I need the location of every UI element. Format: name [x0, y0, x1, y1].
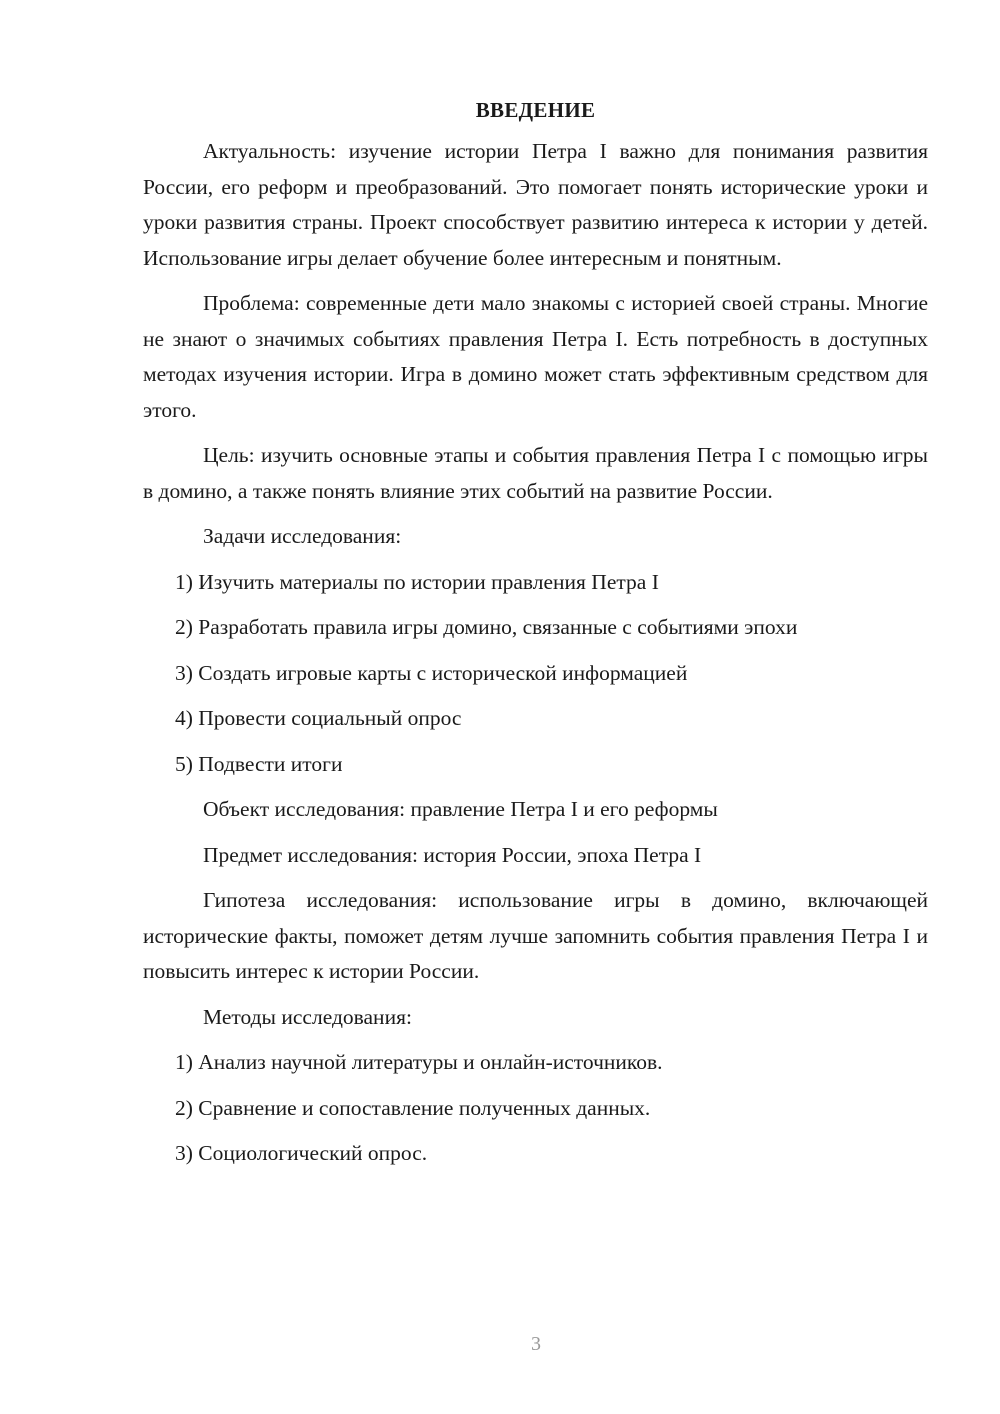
task-item-2: 2) Разработать правила игры домино, связанные с событиями эпохи: [175, 615, 798, 639]
methods-heading: Методы исследования:: [203, 1004, 412, 1029]
research-subject: Предмет исследования: история России, эпоха Петра I: [203, 842, 702, 867]
method-item-1: 1) Анализ научной литературы и онлайн-источников.: [175, 1050, 663, 1074]
relevance-paragraph: Актуальность: изучение истории Петра I важно для понимания развития России, его реформ и преобразований. Это помогает понять исторические уроки и уроки развития страны. Проект способствует развитию интереса к истории у детей. Использование игры делает обучение более интересным и понятным.: [143, 139, 928, 270]
task-item-1: 1) Изучить материалы по истории правления Петра I: [175, 569, 659, 594]
task-item-5: 5) Подвести итоги: [175, 751, 343, 776]
method-item-3: 3) Социологический опрос.: [175, 1141, 428, 1165]
task-item-3: 3) Создать игровые карты с исторической информацией: [175, 660, 688, 685]
task-item-4: 4) Провести социальный опрос: [175, 706, 462, 730]
method-item-2: 2) Сравнение и сопоставление полученных данных.: [175, 1095, 651, 1120]
document-page: [143, 92, 928, 1182]
page-number: 3: [531, 1333, 541, 1355]
section-title: ВВЕДЕНИЕ: [475, 98, 596, 122]
tasks-heading: Задачи исследования:: [203, 524, 402, 548]
hypothesis-paragraph: Гипотеза исследования: использование игры в домино, включающей исторические факты, поможет детям лучше запомнить события правления Петра I и повысить интерес к истории России.: [143, 888, 928, 983]
problem-paragraph: Проблема: современные дети мало знакомы с историей своей страны. Многие не знают о значимых событиях правления Петра I. Есть потребность в доступных методах изучения истории. Игра в домино может стать эффективным средством для этого.: [143, 291, 928, 422]
goal-paragraph: Цель: изучить основные этапы и события правления Петра I с помощью игры в домино, а также понять влияние этих событий на развитие России.: [143, 443, 928, 503]
research-object: Объект исследования: правление Петра I и его реформы: [203, 797, 718, 821]
